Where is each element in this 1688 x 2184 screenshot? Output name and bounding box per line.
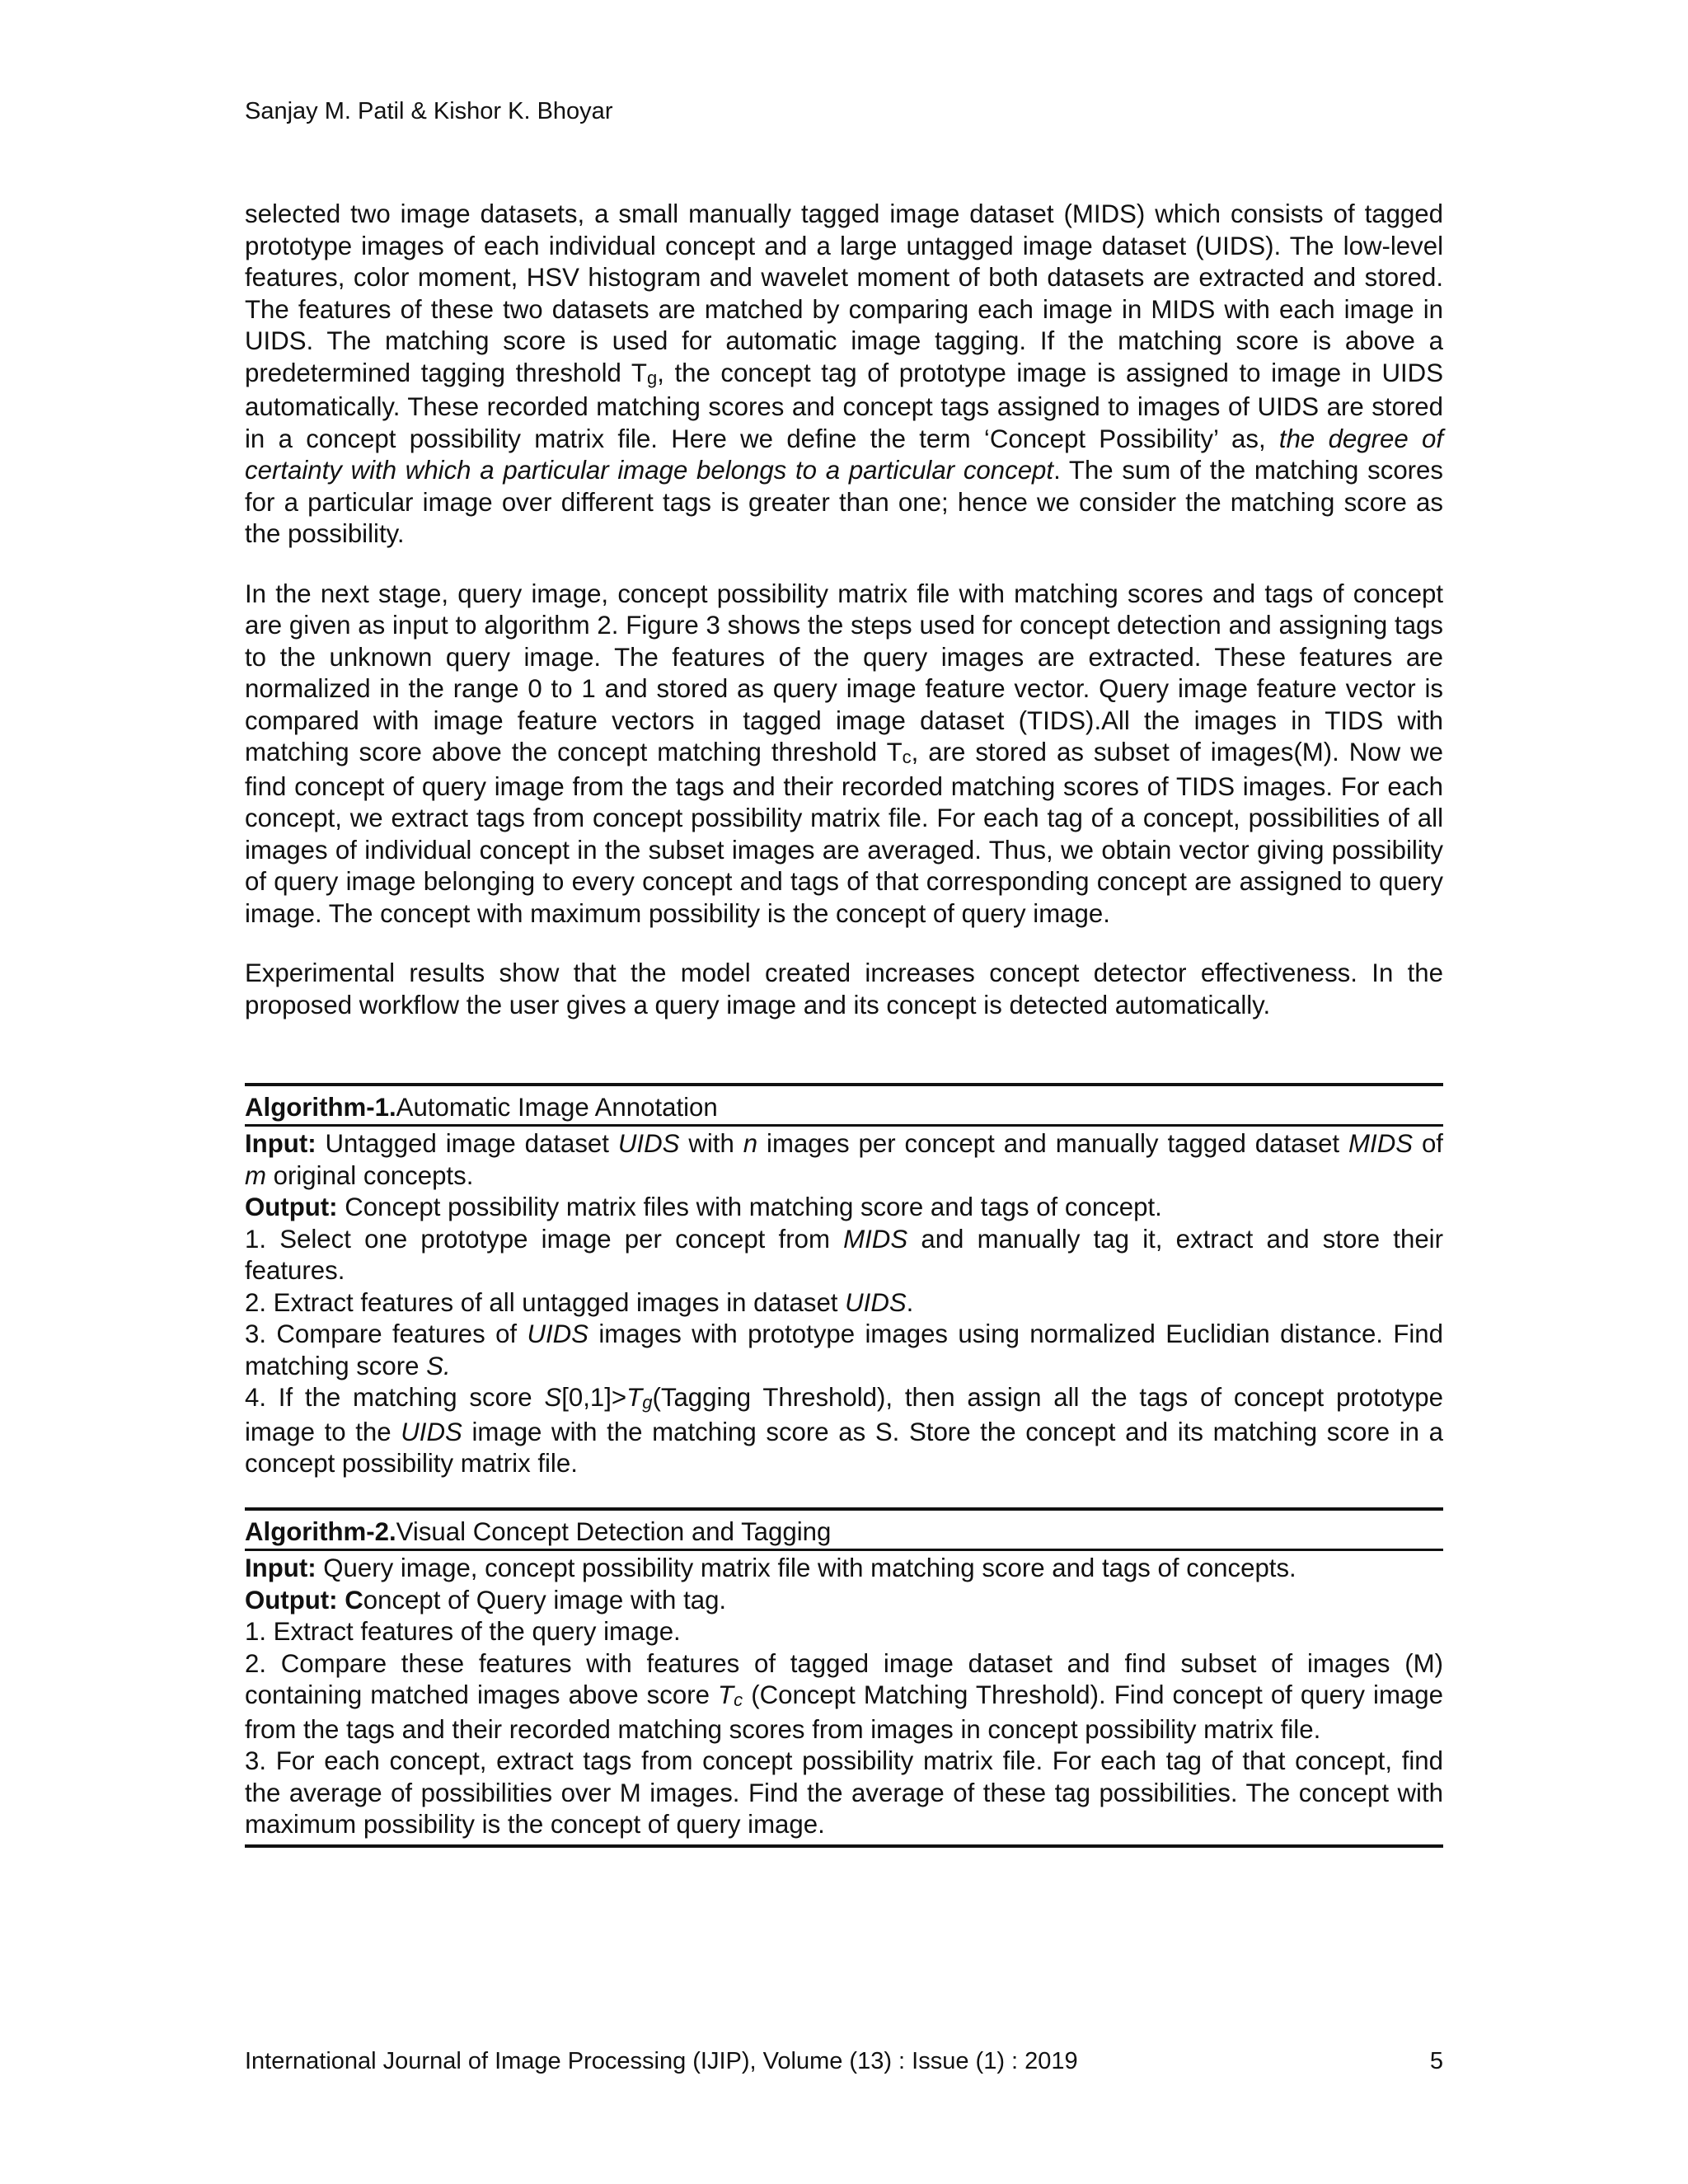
text: Concept possibility matrix files with matching score and tags of concept.	[337, 1193, 1162, 1221]
algorithm-1-name: Automatic Image Annotation	[396, 1093, 718, 1122]
paragraph-1-text-b: , the concept tag of prototype image is assigned to image in UIDS automatically. These recorded matching scores and concept tags assigned to images of UIDS are stored in a concept possibility matrix file. Here we define the term ‘Concept Possibility’ as,	[245, 358, 1443, 453]
text: 2. Extract features of all untagged images in dataset	[245, 1287, 846, 1317]
algorithm-1-body	[245, 1127, 1443, 1483]
threshold-subscript: c	[902, 747, 912, 767]
algorithm-2-title	[245, 1511, 1443, 1549]
running-header: Sanjay M. Patil & Kishor K. Bhoyar	[245, 98, 613, 124]
output-label: Output: C	[245, 1585, 363, 1615]
text: images per concept and manually tagged dataset	[757, 1129, 1349, 1158]
term-s: S	[544, 1383, 562, 1412]
text: 4. If the matching score	[245, 1383, 545, 1412]
algorithm-1-output	[245, 1192, 1443, 1224]
paragraph-1-text-a: selected two image datasets, a small manually tagged image dataset (MIDS) which consists of tagged prototype images of each individual concept and a large untagged image dataset (UIDS). The low-level features, color moment, HSV histogram and wavelet moment of both datasets are extracted and stored. The features of these two datasets are matched by comparing each image in MIDS with each image in UIDS. The matching score is used for automatic image tagging. If the matching score is above a predetermined tagging threshold T	[245, 199, 1443, 387]
algorithm-2-input	[245, 1553, 1443, 1585]
algorithm-2-step-1: 1. Extract features of the query image.	[245, 1617, 681, 1646]
term-uids: UIDS	[527, 1319, 588, 1348]
term-uids: UIDS	[617, 1129, 680, 1158]
term-uids: UIDS	[845, 1287, 907, 1317]
term-n: n	[743, 1129, 758, 1158]
algorithm-2-box	[245, 1507, 1443, 1848]
rule-bottom	[245, 1844, 1443, 1848]
concept-possibility-definition: the degree of certainty with which a particular image belongs to a particular concept	[245, 424, 1443, 485]
term-t: T	[718, 1680, 734, 1709]
algorithm-2-body	[245, 1551, 1443, 1844]
text: 2. Compare these features with features of tagged image dataset and find subset of images (M) containing matched images above score	[245, 1648, 1443, 1709]
algorithm-1-title	[245, 1086, 1443, 1124]
paragraph-1	[245, 199, 1443, 551]
algorithm-1-input	[245, 1128, 1443, 1192]
algorithm-2-label: Algorithm-2.	[245, 1517, 396, 1546]
text: of	[1413, 1129, 1443, 1158]
algorithm-2-step-3: 3. For each concept, extract tags from concept possibility matrix file. For each tag of that concept, find the average of possibilities over M images. Find the average of these tag possibilities. The concept with maximum possibility is the concept of query image.	[245, 1746, 1443, 1839]
text: oncept of Query image with tag.	[363, 1585, 727, 1615]
paragraph-1-text-c: . The sum of the matching scores for a particular image over different tags is greater than one; hence we consider the matching score as the possibility.	[245, 456, 1443, 548]
algorithm-1-step-1	[245, 1224, 1443, 1287]
text: Query image, concept possibility matrix file with matching score and tags of concepts.	[316, 1554, 1296, 1582]
text: Untagged image dataset	[316, 1129, 618, 1158]
paragraph-2-text-b: , are stored as subset of images(M). Now we find concept of query image from the tags and their recorded matching scores of TIDS images. For each concept, we extract tags from concept possibility matrix file. For each tag of a concept, possibilities of all images of individual concept in the subset images are averaged. Thus, we obtain vector giving possibility of query image belonging to every concept and tags of that corresponding concept are assigned to query image. The concept with maximum possibility is the concept of query image.	[245, 738, 1443, 928]
input-label: Input:	[245, 1129, 316, 1158]
algorithm-1-label: Algorithm-1.	[245, 1093, 396, 1122]
text: original concepts.	[265, 1160, 474, 1190]
text: 1. Select one prototype image per concept from	[245, 1224, 844, 1254]
term-mids: MIDS	[843, 1224, 908, 1254]
text: (Concept Matching Threshold). Find concept of query image from the tags and their recorded matching scores from images in concept possibility matrix file.	[245, 1680, 1443, 1744]
paragraph-2-text-a: In the next stage, query image, concept possibility matrix file with matching scores and tags of concept are given as input to algorithm 2. Figure 3 shows the steps used for concept detection and assigning tags to the unknown query image. The features of the query images are extracted. These features are normalized in the range 0 to 1 and stored as query image feature vector. Query image feature vector is compared with image feature vectors in tagged image dataset (TIDS).All the images in TIDS with matching score above the concept matching threshold T	[245, 579, 1443, 766]
algorithm-1-step-3	[245, 1319, 1443, 1382]
threshold-subscript: c	[734, 1690, 743, 1710]
text: .	[906, 1287, 914, 1317]
term-m: m	[245, 1160, 266, 1190]
algorithm-1-step-2	[245, 1287, 1443, 1319]
algorithm-2-name: Visual Concept Detection and Tagging	[396, 1517, 832, 1546]
term-s: S.	[426, 1351, 451, 1380]
term-uids: UIDS	[401, 1417, 462, 1446]
paragraph-2	[245, 579, 1443, 930]
text: images with prototype images using normalized Euclidian distance. Find matching score	[245, 1319, 1443, 1380]
algorithm-2-output	[245, 1585, 1443, 1617]
threshold-subscript: g	[642, 1392, 653, 1413]
algorithm-1-step-4	[245, 1382, 1443, 1480]
text: [0,1]>	[561, 1383, 627, 1412]
text: 3. Compare features of	[245, 1319, 528, 1348]
algorithm-1-box	[245, 1083, 1443, 1483]
term-t: T	[626, 1383, 643, 1412]
input-label: Input:	[245, 1554, 316, 1582]
journal-citation: International Journal of Image Processing (IJIP), Volume (13) : Issue (1) : 2019	[245, 2048, 1078, 2074]
output-label: Output:	[245, 1193, 338, 1221]
text: and manually tag it, extract and store their features.	[245, 1224, 1443, 1285]
algorithm-2-step-2	[245, 1648, 1443, 1746]
text: with	[679, 1129, 743, 1158]
page-footer	[245, 2046, 1443, 2076]
body-text	[245, 199, 1443, 1021]
text: (Tagging Threshold), then assign all the tags of concept prototype image to the	[245, 1383, 1443, 1446]
threshold-subscript: g	[646, 367, 658, 388]
page-number: 5	[1429, 2048, 1443, 2074]
text: image with the matching score as S. Store the concept and its matching score in a concept possibility matrix file.	[245, 1417, 1443, 1478]
term-mids: MIDS	[1348, 1129, 1414, 1158]
paragraph-3: Experimental results show that the model created increases concept detector effectiveness. In the proposed workflow the user gives a query image and its concept is detected automatically.	[245, 958, 1443, 1019]
